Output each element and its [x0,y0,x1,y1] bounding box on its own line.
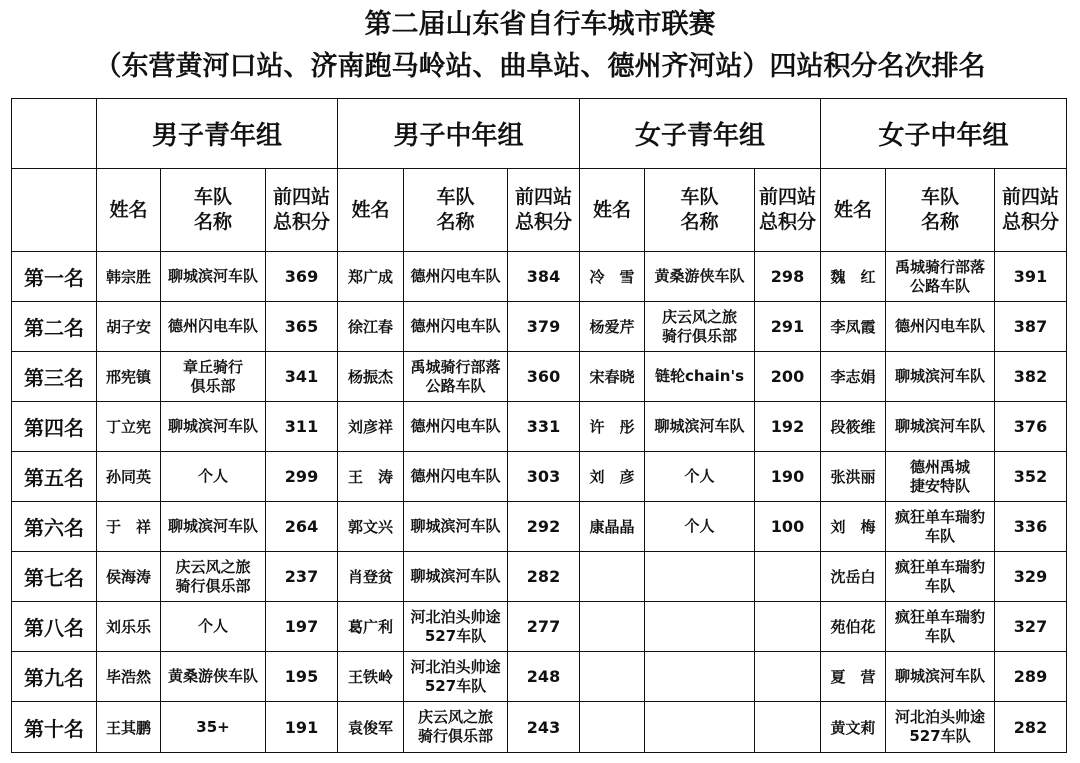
column-header-score-line: 总积分 [1001,211,1059,233]
column-header-score-line: 总积分 [758,211,816,233]
total-score: 190 [755,452,821,502]
team-name [404,252,508,302]
total-score [755,552,821,602]
team-name [161,352,266,402]
athlete-name: 杨爱芹 [580,302,645,352]
team-name-line: 聊城滨河车队 [654,417,745,435]
athlete-name: 康晶晶 [580,502,645,552]
total-score: 243 [508,702,580,753]
team-name-line: 聊城滨河车队 [167,517,258,535]
team-name-line: 527车队 [424,626,487,645]
team-name-line: 骑行俱乐部 [417,727,493,745]
athlete-name [580,552,645,602]
team-name-line: 庆云风之旅 [661,307,737,326]
team-name [886,652,995,702]
team-name-line: 聊城滨河车队 [894,367,985,385]
column-header-name: 姓名 [97,169,161,252]
column-header-team [645,169,755,252]
total-score: 360 [508,352,580,402]
team-name [161,302,266,352]
athlete-name: 杨振杰 [338,352,404,402]
column-header-team [404,169,508,252]
rank-cell: 第一名 [12,252,97,302]
column-header-team [161,169,266,252]
column-header-team-line: 车队 [920,186,959,208]
athlete-name: 袁俊军 [338,702,404,753]
column-header-team-line: 名称 [193,211,232,233]
column-header-score-line: 前四站 [514,186,572,208]
athlete-name: 刘 梅 [821,502,886,552]
rank-cell: 第三名 [12,352,97,402]
team-name-line: 德州闪电车队 [410,317,501,335]
total-score: 369 [266,252,338,302]
team-name-line: 德州闪电车队 [894,317,985,335]
total-score: 341 [266,352,338,402]
team-name [886,402,995,452]
team-name [886,702,995,753]
table-row [12,402,1067,452]
page-title: 第二届山东省自行车城市联赛 [364,9,716,40]
team-name-line: 链轮chain's [654,367,745,385]
column-header-score [266,169,338,252]
team-name-line: 章丘骑行 [182,357,243,376]
team-name [161,652,266,702]
team-name [161,502,266,552]
rank-cell: 第四名 [12,402,97,452]
column-header-score-line: 总积分 [272,211,330,233]
athlete-name: 沈岳白 [821,552,886,602]
page-subtitle: （东营黄河口站、济南跑马岭站、曲阜站、德州齐河站）四站积分名次排名 [94,51,986,82]
team-name [404,552,508,602]
column-header-team [886,169,995,252]
athlete-name: 刘 彦 [580,452,645,502]
rank-cell: 第五名 [12,452,97,502]
team-name [886,452,995,502]
total-score: 277 [508,602,580,652]
total-score: 387 [995,302,1067,352]
team-name-line: 聊城滨河车队 [894,667,985,685]
athlete-name: 肖登贫 [338,552,404,602]
team-name [645,502,755,552]
table-row [12,552,1067,602]
total-score: 248 [508,652,580,702]
group-header: 男子中年组 [338,99,580,169]
team-name-line: 德州禹城 [909,457,970,476]
team-name-line: 庆云风之旅 [175,557,251,576]
team-name-line: 个人 [197,617,228,635]
total-score: 237 [266,552,338,602]
athlete-name: 王 涛 [338,452,404,502]
column-header-name: 姓名 [821,169,886,252]
team-name [886,352,995,402]
rank-cell: 第十名 [12,702,97,753]
team-name-line: 庆云风之旅 [417,708,493,726]
team-name-line: 禹城骑行部落 [410,357,501,376]
team-name [645,602,755,652]
total-score: 329 [995,552,1067,602]
team-name [645,452,755,502]
team-name-line: 35+ [196,717,230,736]
column-header-score-line: 前四站 [758,186,816,208]
athlete-name: 孙同英 [97,452,161,502]
column-header-team-line: 车队 [680,186,719,208]
athlete-name: 李志娟 [821,352,886,402]
team-name-line: 聊城滨河车队 [167,417,258,435]
table-row [12,302,1067,352]
rank-cell: 第九名 [12,652,97,702]
athlete-name: 于 祥 [97,502,161,552]
team-name [645,402,755,452]
total-score: 197 [266,602,338,652]
total-score: 200 [755,352,821,402]
team-name [886,302,995,352]
table-row [12,452,1067,502]
team-name-line: 禹城骑行部落 [894,257,985,276]
table-row [12,602,1067,652]
ranking-table [11,98,1067,753]
athlete-name: 胡子安 [97,302,161,352]
team-name-line: 车队 [924,526,955,545]
total-score: 352 [995,452,1067,502]
column-header-score [755,169,821,252]
team-name-line: 黄桑游侠车队 [167,667,258,685]
athlete-name: 丁立宪 [97,402,161,452]
team-name [886,252,995,302]
total-score: 292 [508,502,580,552]
team-name-line: 聊城滨河车队 [410,567,501,585]
team-name [161,452,266,502]
team-name-line: 骑行俱乐部 [661,326,737,345]
athlete-name: 韩宗胜 [97,252,161,302]
athlete-name: 郭文兴 [338,502,404,552]
team-name-line: 德州闪电车队 [410,417,501,435]
team-name [404,352,508,402]
team-name-line: 河北泊头帅途 [894,708,985,726]
athlete-name: 黄文莉 [821,702,886,753]
team-name-line: 疯狂单车瑞豹 [894,607,985,626]
total-score: 191 [266,702,338,753]
athlete-name: 邢宪镇 [97,352,161,402]
team-name-line: 骑行俱乐部 [175,576,251,595]
team-name-line: 德州闪电车队 [410,267,501,285]
team-name-line: 德州闪电车队 [167,317,258,335]
rank-cell: 第八名 [12,602,97,652]
column-header-score [995,169,1067,252]
total-score: 379 [508,302,580,352]
total-score: 291 [755,302,821,352]
team-name-line: 个人 [684,517,715,535]
athlete-name: 郑广成 [338,252,404,302]
team-name [161,552,266,602]
team-name [645,302,755,352]
team-name-line: 公路车队 [909,276,970,295]
team-name-line: 527车队 [424,676,487,695]
team-name-line: 聊城滨河车队 [410,517,501,535]
athlete-name [580,602,645,652]
total-score: 327 [995,602,1067,652]
athlete-name: 李凤霞 [821,302,886,352]
team-name-line: 疯狂单车瑞豹 [894,557,985,576]
column-header-score-line: 前四站 [1001,186,1059,208]
athlete-name: 王其鹏 [97,702,161,753]
team-name [404,302,508,352]
team-name-line: 个人 [197,467,228,485]
team-name [886,502,995,552]
team-name [404,502,508,552]
total-score [755,602,821,652]
team-name-line: 公路车队 [425,376,486,395]
total-score: 365 [266,302,338,352]
table-row [12,352,1067,402]
team-name [645,652,755,702]
total-score: 100 [755,502,821,552]
team-name [161,702,266,753]
team-name [886,602,995,652]
team-name [404,602,508,652]
column-header-team-line: 车队 [193,186,232,208]
group-header: 女子中年组 [821,99,1067,169]
column-header-score [508,169,580,252]
total-score: 264 [266,502,338,552]
column-header-team-line: 名称 [680,211,719,233]
athlete-name [580,652,645,702]
column-header-team-line: 车队 [436,186,475,208]
total-score: 289 [995,652,1067,702]
corner-cell [12,99,97,169]
total-score: 303 [508,452,580,502]
team-name [161,252,266,302]
team-name-line: 聊城滨河车队 [167,267,258,285]
athlete-name: 夏 营 [821,652,886,702]
total-score: 299 [266,452,338,502]
column-header-score-line: 前四站 [272,186,330,208]
column-header-team-line: 名称 [920,211,959,233]
total-score: 382 [995,352,1067,402]
team-name [404,652,508,702]
total-score: 282 [995,702,1067,753]
team-name-line: 河北泊头帅途 [410,607,501,626]
column-header-name: 姓名 [580,169,645,252]
athlete-name: 宋春晓 [580,352,645,402]
total-score: 311 [266,402,338,452]
rank-cell: 第六名 [12,502,97,552]
team-name [404,702,508,753]
total-score: 336 [995,502,1067,552]
group-header: 男子青年组 [97,99,338,169]
table-row [12,502,1067,552]
athlete-name: 段筱维 [821,402,886,452]
team-name-line: 河北泊头帅途 [410,657,501,676]
athlete-name: 王铁岭 [338,652,404,702]
athlete-name: 毕浩然 [97,652,161,702]
rank-cell: 第七名 [12,552,97,602]
team-name [645,702,755,753]
column-header-name: 姓名 [338,169,404,252]
total-score [755,652,821,702]
team-name-line: 车队 [924,576,955,595]
team-name-line: 俱乐部 [190,376,236,395]
total-score: 192 [755,402,821,452]
athlete-name: 徐江春 [338,302,404,352]
team-name [404,452,508,502]
table-row [12,652,1067,702]
team-name [161,402,266,452]
athlete-name: 刘彦祥 [338,402,404,452]
total-score [755,702,821,753]
team-name [161,602,266,652]
athlete-name: 魏 红 [821,252,886,302]
total-score: 376 [995,402,1067,452]
athlete-name: 苑伯花 [821,602,886,652]
team-name [404,402,508,452]
athlete-name: 侯海涛 [97,552,161,602]
team-name-line: 黄桑游侠车队 [654,267,745,285]
athlete-name: 冷 雪 [580,252,645,302]
athlete-name [580,702,645,753]
total-score: 384 [508,252,580,302]
team-name-line: 聊城滨河车队 [894,417,985,435]
column-header-score-line: 总积分 [514,211,572,233]
total-score: 298 [755,252,821,302]
team-name [645,252,755,302]
team-name-line: 527车队 [909,727,971,745]
corner-cell [12,169,97,252]
team-name-line: 疯狂单车瑞豹 [894,507,985,526]
team-name [886,552,995,602]
team-name-line: 捷安特队 [909,476,970,495]
team-name-line: 德州闪电车队 [410,467,501,485]
athlete-name: 许 彤 [580,402,645,452]
group-header: 女子青年组 [580,99,821,169]
table-row [12,252,1067,302]
team-name [645,352,755,402]
team-name [645,552,755,602]
athlete-name: 张洪丽 [821,452,886,502]
athlete-name: 刘乐乐 [97,602,161,652]
athlete-name: 葛广利 [338,602,404,652]
total-score: 331 [508,402,580,452]
total-score: 391 [995,252,1067,302]
total-score: 195 [266,652,338,702]
team-name-line: 个人 [684,467,715,485]
rank-cell: 第二名 [12,302,97,352]
column-header-team-line: 名称 [436,211,475,233]
total-score: 282 [508,552,580,602]
table-row [12,702,1067,753]
team-name-line: 车队 [924,626,955,645]
